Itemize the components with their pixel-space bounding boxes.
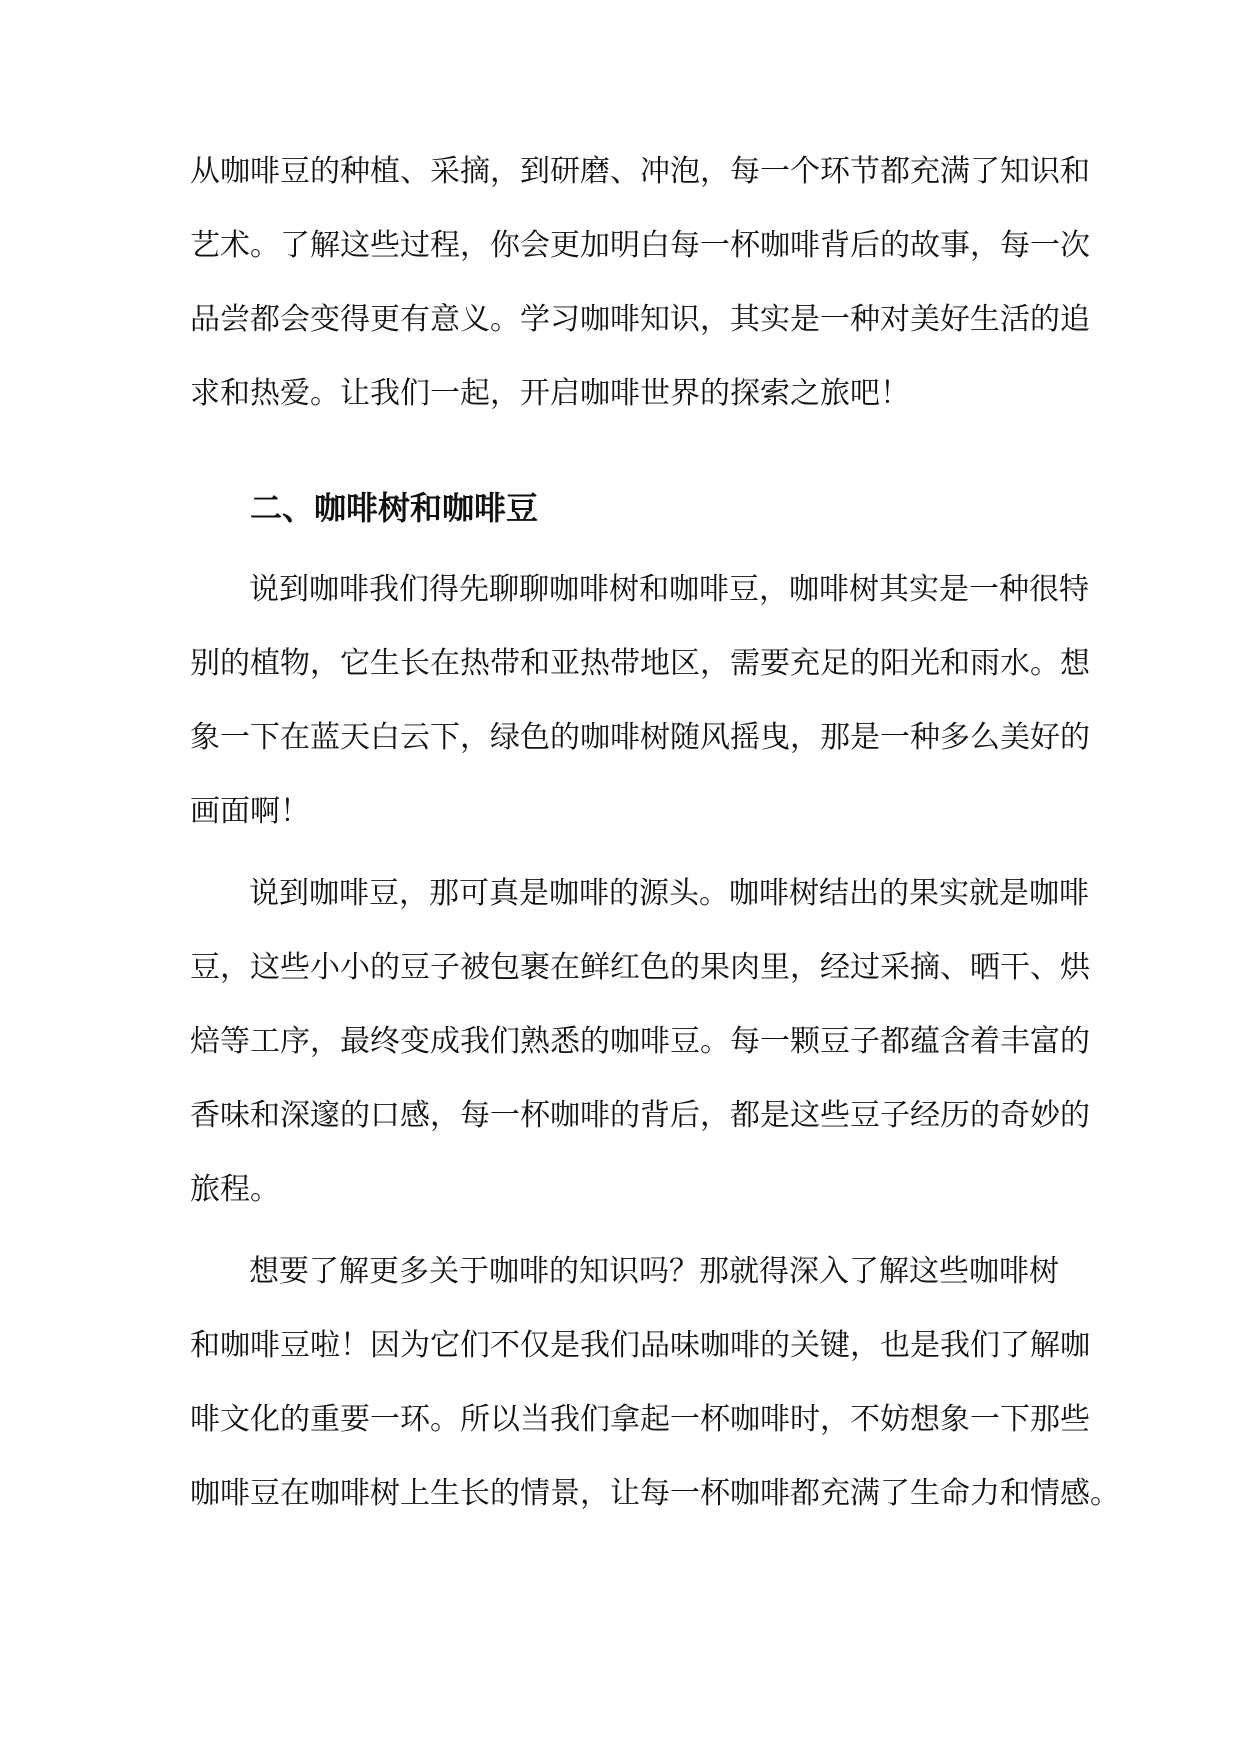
paragraph-line: 象一下在蓝天白云下，绿色的咖啡树随风摇曳，那是一种多么美好的: [190, 720, 1090, 755]
paragraph-line: 求和热爱。让我们一起，开启咖啡世界的探索之旅吧！: [190, 376, 910, 411]
paragraph-line: 说到咖啡豆，那可真是咖啡的源头。咖啡树结出的果实就是咖啡: [249, 876, 1089, 911]
paragraph-line: 啡文化的重要一环。所以当我们拿起一杯咖啡时，不妨想象一下那些: [190, 1402, 1090, 1437]
paragraph-line: 说到咖啡我们得先聊聊咖啡树和咖啡豆，咖啡树其实是一种很特: [249, 572, 1089, 607]
paragraph-line: 香味和深邃的口感，每一杯咖啡的背后，都是这些豆子经历的奇妙的: [190, 1098, 1090, 1133]
paragraph-line: 想要了解更多关于咖啡的知识吗？那就得深入了解这些咖啡树: [249, 1254, 1059, 1289]
paragraph-line: 品尝都会变得更有意义。学习咖啡知识，其实是一种对美好生活的追: [190, 302, 1090, 337]
paragraph-line: 豆，这些小小的豆子被包裹在鲜红色的果肉里，经过采摘、晒干、烘: [190, 950, 1090, 985]
paragraph-line: 画面啊！: [190, 794, 310, 829]
paragraph-line: 别的植物，它生长在热带和亚热带地区，需要充足的阳光和雨水。想: [190, 646, 1090, 681]
paragraph-line: 和咖啡豆啦！因为它们不仅是我们品味咖啡的关键，也是我们了解咖: [190, 1328, 1090, 1363]
paragraph-line: 旅程。: [190, 1172, 280, 1207]
paragraph-line: 咖啡豆在咖啡树上生长的情景，让每一杯咖啡都充满了生命力和情感。: [190, 1476, 1120, 1511]
paragraph-line: 从咖啡豆的种植、采摘，到研磨、冲泡，每一个环节都充满了知识和: [190, 154, 1090, 189]
section-heading: 二、咖啡树和咖啡豆: [250, 489, 539, 527]
paragraph-line: 艺术。了解这些过程，你会更加明白每一杯咖啡背后的故事，每一次: [190, 228, 1090, 263]
paragraph-line: 焙等工序，最终变成我们熟悉的咖啡豆。每一颗豆子都蕴含着丰富的: [190, 1024, 1090, 1059]
